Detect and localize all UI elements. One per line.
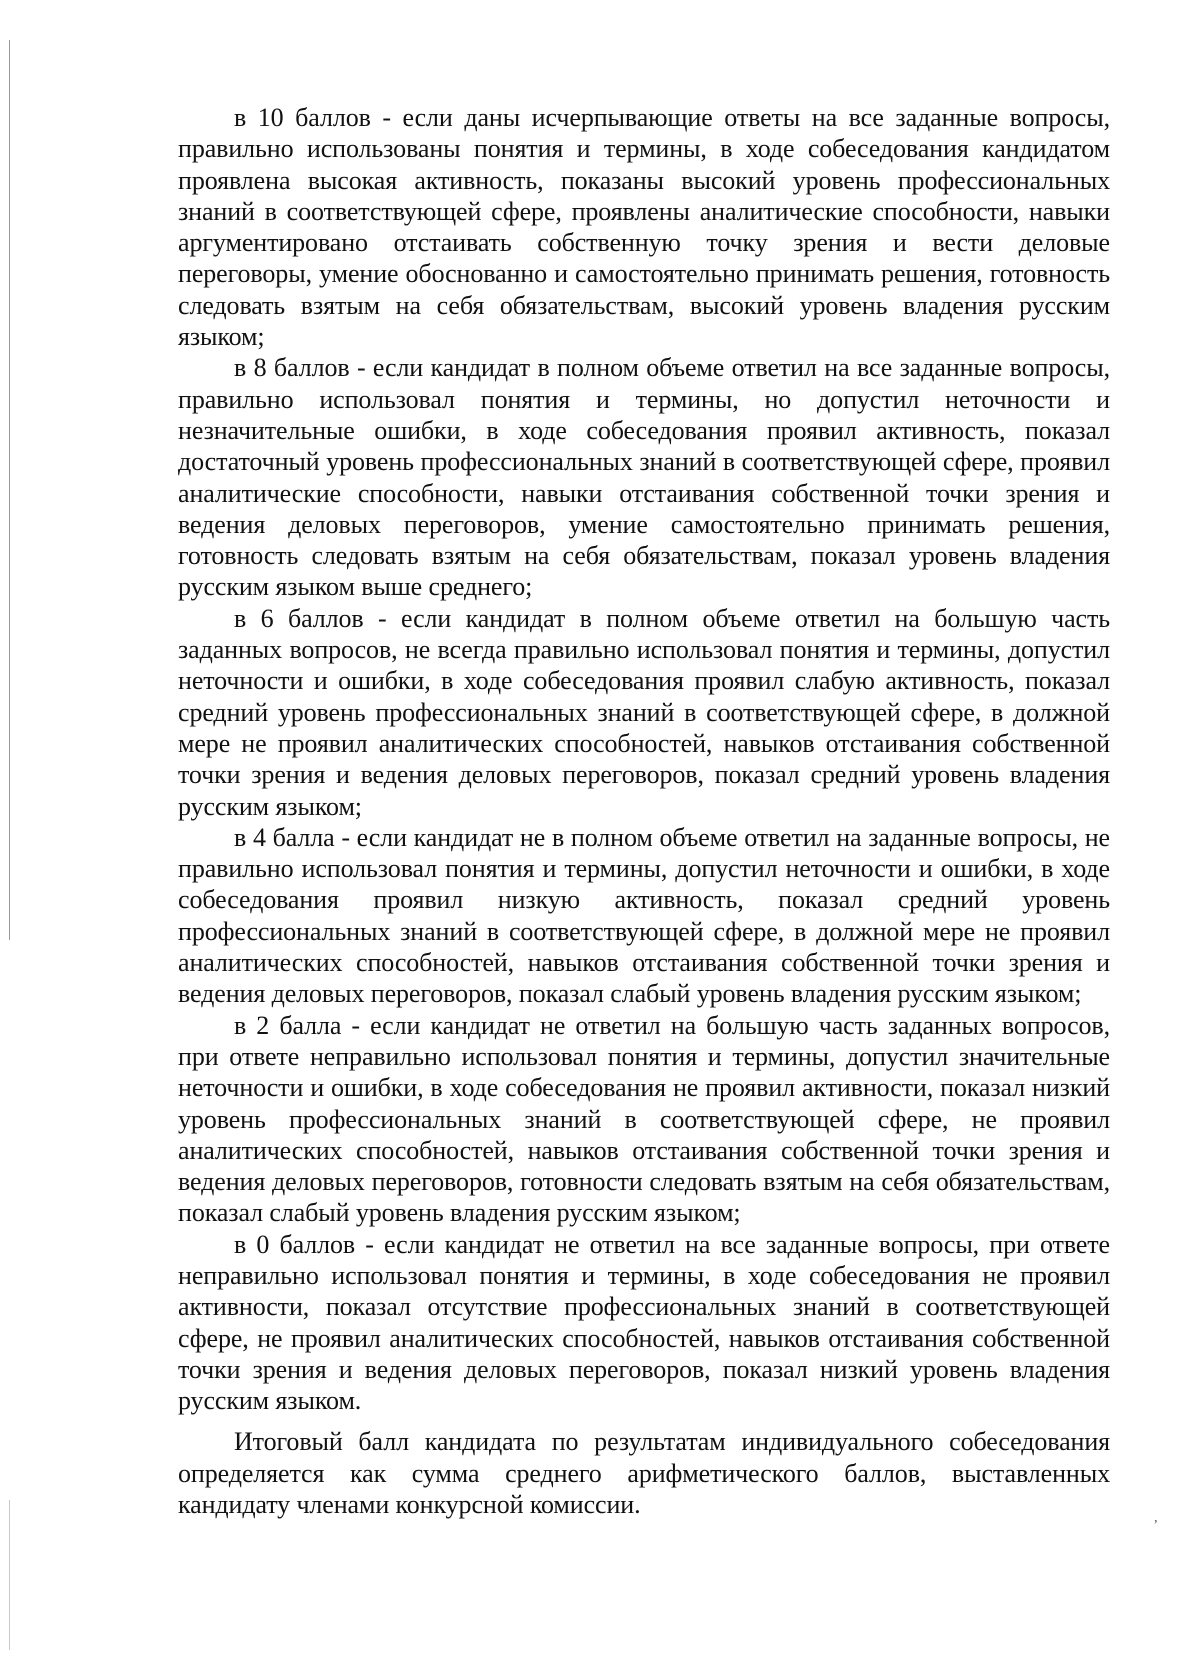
scan-edge-line-lower (9, 1500, 10, 1650)
scan-edge-line (9, 40, 10, 940)
scan-artifact-mark: ’ (1153, 1518, 1158, 1533)
paragraph-score-0: в 0 баллов - если кандидат не ответил на все заданные вопросы, при ответе неправильно использовал понятия и термины, в ходе собеседования не проявил активности, показал отсутствие профессиональных знаний в соответствующей сфере, не проявил аналитических способностей, навыков отстаивания собственной точки зрения и ведения деловых переговоров, показал низкий уровень владения русским языком. (178, 1229, 1110, 1416)
paragraph-score-10: в 10 баллов - если даны исчерпывающие ответы на все заданные вопросы, правильно использованы понятия и термины, в ходе собеседования кандидатом проявлена высокая активность, показаны высокий уровень профессиональных знаний в соответствующей сфере, проявлены аналитические способности, навыки аргументировано отстаивать собственную точку зрения и вести деловые переговоры, умение обоснованно и самостоятельно принимать решения, готовность следовать взятым на себя обязательствам, высокий уровень владения русским языком; (178, 103, 1110, 352)
document-body (178, 102, 1110, 1520)
paragraph-score-4: в 4 балла - если кандидат не в полном объеме ответил на заданные вопросы, не правильно использовал понятия и термины, допустил неточности и ошибки, в ходе собеседования проявил низкую активность, показал средний уровень профессиональных знаний в соответствующей сфере, в должной мере не проявил аналитических способностей, навыков отстаивания собственной точки зрения и ведения деловых переговоров, показал слабый уровень владения русским языком; (178, 822, 1110, 1009)
paragraph-score-8: в 8 баллов - если кандидат в полном объеме ответил на все заданные вопросы, правильно использовал понятия и термины, но допустил неточности и незначительные ошибки, в ходе собеседования проявил активность, показал достаточный уровень профессиональных знаний в соответствующей сфере, проявил аналитические способности, навыки отстаивания собственной точки зрения и ведения деловых переговоров, умение самостоятельно принимать решения, готовность следовать взятым на себя обязательствам, показал уровень владения русским языком выше среднего; (178, 353, 1110, 602)
paragraph-score-2: в 2 балла - если кандидат не ответил на большую часть заданных вопросов, при ответе неправильно использовал понятия и термины, допустил значительные неточности и ошибки, в ходе собеседования не проявил активности, показал низкий уровень профессиональных знаний в соответствующей сфере, не проявил аналитических способностей, навыков отстаивания собственной точки зрения и ведения деловых переговоров, готовности следовать взятым на себя обязательствам, показал слабый уровень владения русским языком; (178, 1010, 1110, 1228)
paragraph-final-score: Итоговый балл кандидата по результатам индивидуального собеседования определяется как сумма среднего арифметического баллов, выставленных кандидату членами конкурсной комиссии. (178, 1427, 1110, 1520)
paragraph-score-6: в 6 баллов - если кандидат в полном объеме ответил на большую часть заданных вопросов, не всегда правильно использовал понятия и термины, допустил неточности и ошибки, в ходе собеседования проявил слабую активность, показал средний уровень профессиональных знаний в соответствующей сфере, в должной мере не проявил аналитических способностей, навыков отстаивания собственной точки зрения и ведения деловых переговоров, показал средний уровень владения русским языком; (178, 603, 1110, 821)
